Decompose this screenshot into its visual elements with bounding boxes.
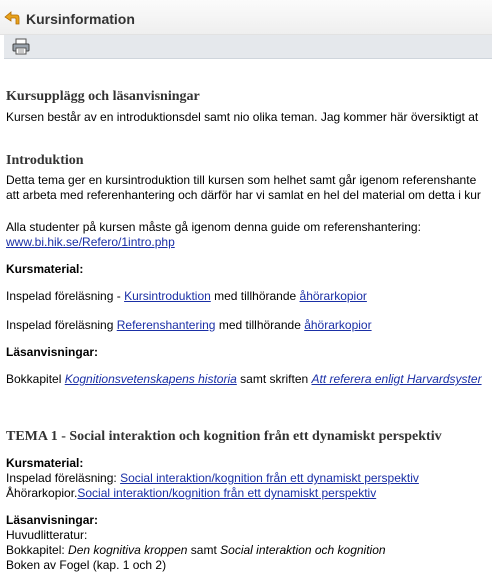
kursintroduktion-link[interactable]: Kursintroduktion <box>124 289 211 303</box>
tema1-kursmaterial-label: Kursmaterial: <box>6 456 84 470</box>
section-heading-tema1: TEMA 1 - Social interaktion och kognition från ett dynamiskt perspektiv <box>6 429 442 444</box>
course-content <box>6 0 492 587</box>
tema1-lecture-row: Inspelad föreläsning: Social interaktion/kognition från ett dynamiskt perspektiv <box>6 471 419 485</box>
reading-row-bokkapitel: Bokkapitel Kognitionsvetenskapens historia samt skriften Att referera enligt Harvardsyster <box>6 372 482 386</box>
tema1-handouts-row: Åhörarkopior.Social interaktion/kognition från ett dynamiskt perspektiv <box>6 486 377 500</box>
ahorarkopior-link[interactable]: åhörarkopior <box>299 289 367 303</box>
section-intro-text: Kursen består av en introduktionsdel samt nio olika teman. Jag kommer här översiktigt at <box>6 110 479 124</box>
tema1-lecture-link[interactable]: Social interaktion/kognition från ett dynamiskt perspektiv <box>120 471 419 485</box>
kognitionsvetenskapens-historia-link[interactable]: Kognitionsvetenskapens historia <box>64 372 237 386</box>
lecture-row-referenshantering: Inspelad föreläsning Referenshantering med tillhörande åhörarkopior <box>6 318 372 332</box>
referenshantering-guide-link[interactable]: www.bi.hik.se/Refero/1intro.php <box>6 235 175 249</box>
lasanvisningar-label: Läsanvisningar: <box>6 345 99 359</box>
page-title: Kursinformation <box>26 11 135 27</box>
ahorarkopior-link[interactable]: åhörarkopior <box>304 318 372 332</box>
tema1-huvudlitteratur: Huvudlitteratur: <box>6 528 88 542</box>
section-heading-kursupplagg: Kursupplägg och läsanvisningar <box>6 89 200 104</box>
tema1-handouts-link[interactable]: Social interaktion/kognition från ett dynamiskt perspektiv <box>77 486 377 500</box>
section-heading-introduktion: Introduktion <box>6 153 84 168</box>
tema1-bokkapitel-row: Bokkapitel: Den kognitiva kroppen samt Social interaktion och kognition <box>6 543 386 557</box>
intro-guide-text: Alla studenter på kursen måste gå igenom denna guide om referenshantering: <box>6 220 421 234</box>
lecture-row-kursintroduktion: Inspelad föreläsning - Kursintroduktion med tillhörande åhörarkopior <box>6 289 367 303</box>
intro-paragraph-line2: att arbeta med referenhantering och därför har vi samlat en hel del material om detta i kur <box>6 188 481 202</box>
referenshantering-link[interactable]: Referenshantering <box>116 318 216 332</box>
tema1-fogel-row: Boken av Fogel (kap. 1 och 2) <box>6 558 167 572</box>
att-referera-harvard-link[interactable]: Att referera enligt Harvardsyster <box>311 372 482 386</box>
kursmaterial-label: Kursmaterial: <box>6 262 84 276</box>
intro-paragraph-line1: Detta tema ger en kursintroduktion till kursen som helhet samt går igenom referenshante <box>6 173 477 187</box>
tema1-lasanvisningar-label: Läsanvisningar: <box>6 513 99 527</box>
